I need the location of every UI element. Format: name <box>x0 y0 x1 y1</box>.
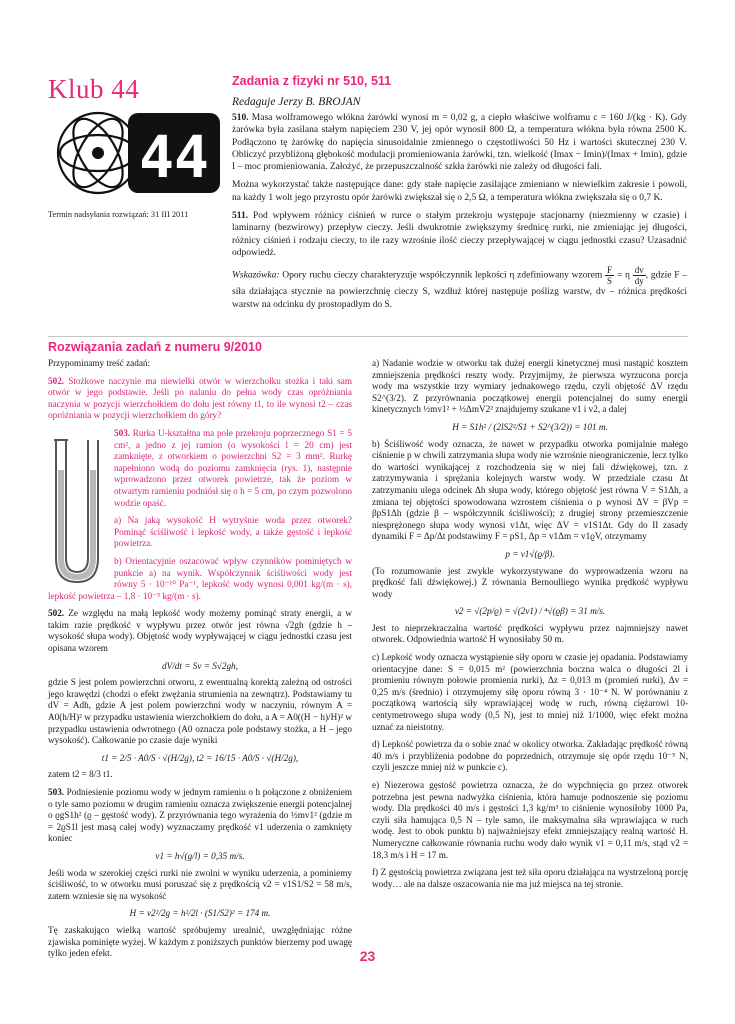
question-503-b: b) Orientacyjnie oszacować wpływ czynników pominiętych w punkcie a) na wynik. Współczynnik ściśliwości wody jest równy 5 · 10⁻¹⁰ Pa⁻¹, lepkość wody wynosi 0,001 kg/(m · s), lepkość powietrza – 1,8 · 10⁻⁵ kg/(m · s). <box>48 555 352 601</box>
point-a: a) Nadanie wodzie w otworku tak dużej energii kinetycznej musi nastąpić kosztem zmniejszenia prędkości reszty wody. Przyjmijmy, że pierwsza wyrzucona porcja wody ma wszystkie trzy wymiary jednakowego rzędu, czyli objętość ΔV rzędu S2^(3/2). Z przyrównania początkowej energii potencjalnej do sumy energii kinetycznych ½mv1² + ½ΔmV2² znajdujemy szukane v1 i v2, a dalej <box>372 358 688 415</box>
point-e: e) Niezerowa gęstość powietrza oznacza, że do wypchnięcia go przez otworek potrzebna jest pewna nadwyżka ciśnienia, która hamuje podnoszenie się poziomu wody. Dla prędkości 40 m/s i gęstości 1,3 kg/m³ to ciśnienie wynosiłoby 1000 Pa, czyli siła hamująca 0,5 N – tyle samo, ile maksymalna siła wprawiająca w ruch wodę. Jest to obok punktu b) najważniejszy efekt zmniejszający realną wartość H. Numeryczne całkowanie równania ruchu wody dało wynik v1 = 0,11 m/s, stąd v2 = 18,3 m/s i H = 17 m. <box>372 780 688 860</box>
tasks-column <box>232 112 687 317</box>
solutions-column-right <box>372 358 688 896</box>
solution-502: 502. Ze względu na małą lepkość wody możemy pominąć straty energii, a w takim razie prędkość v wypływu przez otwór jest równa √2gh (gdzie h – wysokość słupa wody). Objętość wody wypływającej w ciągu jednostki czasu jest opisana wzorem <box>48 608 352 654</box>
equation-503-1: v1 = h√(g/l) = 0,35 m/s. <box>155 850 245 861</box>
tasks-title: Zadania z fizyki nr 510, 511 <box>232 74 392 88</box>
task-510-extra: Można wykorzystać także następujące dane: gdy stałe napięcie zasilające zmieniano w niewielkim zakresie i powoli, na każdy 1 wolt jego przyrostu opór żarówki zwiększał się o 2,5 Ω, a temperatura włókna zwiększała się o 0,7 K. <box>232 180 687 203</box>
equation-a: H = S1h² / (2lS2²/S1 + S2^(3/2)) = 101 m. <box>452 421 608 432</box>
task-511: 511. Pod wpływem różnicy ciśnień w rurce o stałym przekroju występuje stacjonarny (niezmienny w czasie) i laminarny (bezwirowy) przepływ cieczy. Jeśli dwukrotnie zwiększymy średnicę rurki, nie zmieniając jej długości, różnicy ciśnień i rodzaju cieczy, to ile razy wzrośnie ilość cieczy przepływającej w ciągu jednostki czasu? Uzasadnić odpowiedź. <box>232 211 688 258</box>
solutions-column-left <box>48 358 352 966</box>
equation-503-2: H = v2²/2g = h²/2l · (S1/S2)² = 174 m. <box>129 908 271 919</box>
solution-502-p3: zatem t2 = 8/3 t1. <box>48 769 113 780</box>
question-502: 502. Stożkowe naczynie ma niewielki otwór w wierzchołku stożka i taki sam otwór w jego podstawie. Jeśli po nalaniu do pełna wody czas opróżniania naczynia w pozycji wierzchołkiem do dołu jest równy t1, to ile wynosi t2 – czas opróżniania w pozycji wierzchołkiem do góry? <box>48 375 352 421</box>
solution-503-p2: Jeśli woda w szerokiej części rurki nie zwolni w wyniku uderzenia, a pominiemy ściśliwość, to w otworku musi poruszać się z prędkością v2 = v1S1/S2 = 58 m/s, zatem wzniesie się na wysokość <box>48 867 352 901</box>
point-b-2: (To rozumowanie jest zwykle wykorzystywane do wyprowadzenia wzoru na prędkość fali dźwiękowej.) Z równania Bernoulliego wynika prędkość wypływu wody <box>372 565 688 599</box>
section-divider <box>48 336 688 337</box>
equation-b: p = v1√(ϱ/β). <box>505 548 555 559</box>
atom-logo-icon <box>48 105 226 200</box>
solutions-title: Rozwiązania zadań z numeru 9/2010 <box>48 340 262 354</box>
logo-digits: 44 <box>139 123 209 191</box>
club-title: Klub 44 <box>48 74 140 104</box>
question-503: 503. Rurka U-kształtna ma pole przekroju poprzecznego S1 = 5 cm², a jedno z jej ramion (o wysokości l = 20 cm) jest zamknięte, z otworkiem o powierzchni S2 = 3 mm². Rurkę napełniono wodą do poziomu zamknięcia (rys. 1), następnie wprowadzono przez otworek powietrze, tak że poziom w otwartym ramieniu podniósł się o h = 5 cm, po czym pozwolono wodzie opaść. <box>114 427 352 508</box>
equation-502-1: dV/dt = Sv = S√2gh, <box>162 660 238 671</box>
task-511-hint: Wskazówka: Opory ruchu cieczy charakteryzuje współczynnik lepkości η zdefiniowany wzorem $\frac{F}{S}$ = η $\frac{dv}{dy}$ , gdzie F – siła działająca stycznie na powierzchnię cieczy S, wzdłuż której następuje poślizg warstw, dv – różnica prędkości warstw na odcinku dy prostopadłym do S. <box>232 265 688 310</box>
u-tube-figure <box>48 430 106 588</box>
task-510: 510. Masa wolframowego włókna żarówki wynosi m = 0,02 g, a ciepło właściwe wolframu c = 160 J/(kg · K). Gdy żarówka była zasilana stałym napięciem 230 V, jej opór wynosił 800 Ω, a temperatura włókna była równa 2500 K. Podłączono tę żarówkę do napięcia sinusoidalnie zmiennego o częstotliwości 50 Hz i wartości skutecznej 230 V. Obliczyć przybliżoną głębokość modulacji promieniowania żarówki, tzn. wielkość (Imax − Imin)/(Imax + Imin), gdzie I – moc promieniowania. Założyć, że przepuszczalność szkła żarówki nie zależy od długości fali. <box>232 113 687 173</box>
editor-line: Redaguje Jerzy B. BROJAN <box>232 96 361 108</box>
equation-502-2: t1 = 2/5 · A0/S · √(H/2g), t2 = 16/15 · A0/S · √(H/2g), <box>101 752 299 763</box>
page-number: 23 <box>359 948 376 964</box>
solution-503: 503. Podniesienie poziomu wody w jednym ramieniu o h połączone z obniżeniem o tyle samo poziomu w drugim ramieniu oznacza zwiększenie energii potencjalnej o ϱgS1h² (ϱ – gęstość wody). Z przyrównania tego wyrażenia do ½mv1² (gdzie m = 2ϱS1l jest masą całej wody) wyznaczamy prędkość v1 uderzenia o zamknięty koniec <box>48 787 352 844</box>
equation-b-2: v2 = √(2p/ϱ) = √(2v1) / ⁴√(ϱβ) = 31 m/s. <box>454 606 606 617</box>
hint-fraction-dvdy: $\frac{dv}{dy}$ <box>634 265 644 287</box>
klub-44-logo <box>48 105 226 200</box>
hint-fraction-fs: $\frac{F}{S}$ <box>607 265 613 287</box>
deadline-note: Termin nadsyłania rozwiązań: 31 III 2011 <box>48 210 189 219</box>
solution-502-p2: gdzie S jest polem powierzchni otworu, z ewentualną korektą zależną od ostrości jego krawędzi (chodzi o efekt zwężania strumienia na zewnątrz). Podstawiamy tu dV = Adh, gdzie A jest polem powierzchni wody w naczyniu, równym A = A0(h/H)² w przypadku ustawienia wierzchołkiem do dołu, a A = A0((H − h)/H)² w przypadku ustawienia odwrotnego (A0 oznacza pole podstawy stożka, a H – jego wysokość). Całkowanie po czasie daje wyniki <box>48 677 352 746</box>
reminder: Przypominamy treść zadań: <box>48 358 151 368</box>
point-f: f) Z gęstością powietrza związana jest też siła oporu działająca na wystrzeloną porcję wody… ale na dalsze oszacowania nie ma już miejsca na tej stronie. <box>372 867 688 889</box>
point-c: c) Lepkość wody oznacza wystąpienie siły oporu w czasie jej opadania. Podstawiamy orientacyjne dane: S = 0,015 m² (powierzchnia boczna walca o długości 2l i promieniu równym połowie promienia rurki), Δz = 0,013 m (promień rurki), Δv = 0,25 m/s (średnio) i otrzymujemy siłę oporu równą 3 · 10⁻⁴ N. W porównaniu z początkową wartością siły wprawiającej wodę w ruch, równą ciężarowi 10-centymetrowego słupa wody (0,5 N), jest to mniej niż 1/1000, więc efekt można uznać za nieistotny. <box>372 652 688 732</box>
point-b-3: Jest to nieprzekraczalna wartość prędkości wypływu przez najmniejszy nawet otworek. Odpowiednia wartość H wynosiłaby 50 m. <box>372 622 688 645</box>
point-d: d) Lepkość powietrza da o sobie znać w okolicy otworka. Zakładając prędkość równą 40 m/s i przybliżenia podobne do poprzednich, otrzymuje się opór rzędu 10⁻⁵ N, czyli jeszcze mniej niż w punkcie c). <box>372 739 688 773</box>
solution-503-p3: Tę zaskakująco wielką wartość spróbujemy urealnić, uwzględniając różne zjawiska pominięte wyżej. W każdym z poniższych punktów bierzemy pod uwagę tylko jeden efekt. <box>48 924 352 959</box>
point-b: b) Ściśliwość wody oznacza, że nawet w przypadku otworka pomijalnie małego ciśnienie p w chwili zatrzymania słupa wody nie wzrośnie nieograniczenie, lecz tylko do wartości wynikającej z rozchodzenia się w niej fali dźwiękowej, tzn. z zatrzymywania i sprężania kolejnych warstw wody. W przedziale czasu Δt zatrzymaniu ulega odcinek Δh słupa wody, którego objętość jest równa V = S1Δh, a zmiana tej objętości spowodowana wzrostem ciśnienia o p wynosi ΔV = βVp = βpS1Δh (gdzie β – współczynnik ściśliwości); z drugiej strony przemieszczenie niesprężonego słupa wody wynosi v1Δt, więc ΔV = v1S1Δt. Gdy do II zasady dynamiki F = Δp/Δt podstawimy F = pS1, Δp = v1Δm = v1ϱV, otrzymamy <box>372 438 688 542</box>
question-503-a: a) Na jaką wysokość H wytryśnie woda przez otworek? Pominąć ściśliwość i lepkość wody, a także gęstość i lepkość powietrza. <box>114 515 352 549</box>
